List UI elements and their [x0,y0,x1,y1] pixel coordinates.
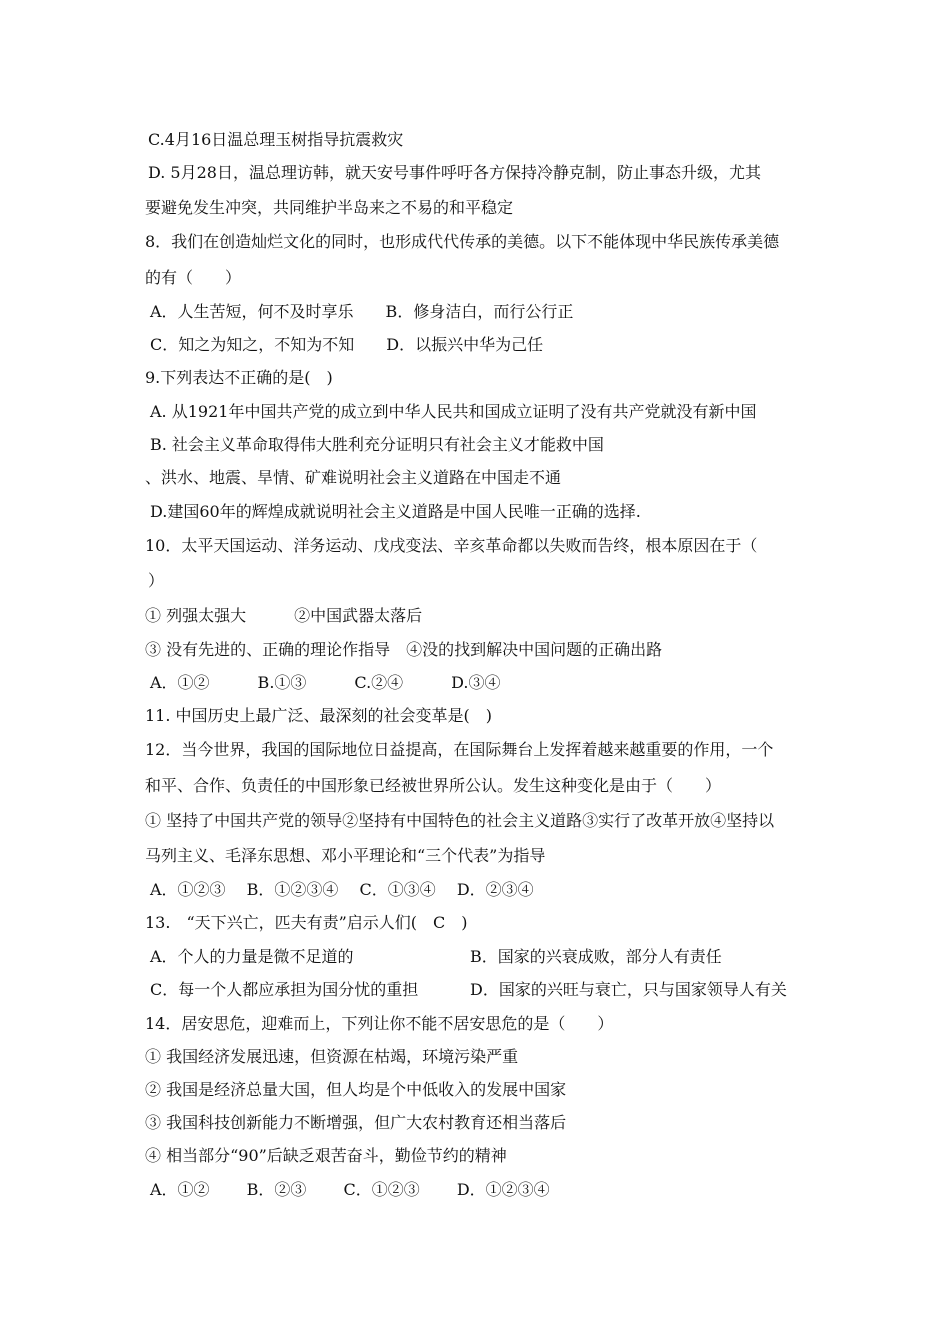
q14-item-4: ④ 相当部分“90”后缺乏艰苦奋斗，勤俭节约的精神 [145,1146,507,1165]
q8-stem: 8．我们在创造灿烂文化的同时，也形成代代传承的美德。以下不能体现中华民族传承美德 [145,232,780,251]
q7-option-c: C.4月16日温总理玉树指导抗震救灾 [148,130,404,149]
q8-options-ab: A．人生苦短，何不及时享乐 B．修身洁白，而行公行正 [150,302,574,321]
q13-option-c: C．每一个人都应承担为国分忧的重担 [150,980,419,999]
q11-stem: 11. 中国历史上最广泛、最深刻的社会变革是( ) [145,706,493,725]
q13-option-b: B．国家的兴衰成败，部分人有责任 [470,947,722,966]
q14-item-1: ① 我国经济发展迅速，但资源在枯竭，环境污染严重 [145,1047,519,1066]
q12-stem: 12．当今世界，我国的国际地位日益提高，在国际舞台上发挥着越来越重要的作用，一个 [145,740,774,759]
q14-item-3: ③ 我国科技创新能力不断增强，但广大农村教育还相当落后 [145,1113,567,1132]
q14-stem: 14．居安思危，迎难而上，下列让你不能不居安思危的是（ ） [145,1014,614,1033]
q14-options: A．①② B．②③ C．①②③ D．①②③④ [150,1180,550,1199]
q8-options-cd: C．知之为知之，不知为不知 D．以振兴中华为己任 [150,335,544,354]
q10-items-34: ③ 没有先进的、正确的理论作指导 ④没的找到解决中国问题的正确出路 [145,640,663,659]
q10-items-12: ① 列强太强大 ②中国武器太落后 [145,606,423,625]
q14-item-2: ② 我国是经济总量大国，但人均是个中低收入的发展中国家 [145,1080,567,1099]
q7-option-d: D. 5月28日，温总理访韩，就天安号事件呼吁各方保持冷静克制，防止事态升级，尤其 [148,163,761,182]
q12-items: ① 坚持了中国共产党的领导②坚持有中国特色的社会主义道路③实行了改革开放④坚持以 [145,811,775,830]
q10-options: A．①② B.①③ C.②④ D.③④ [150,673,501,692]
q9-option-a: A. 从1921年中国共产党的成立到中华人民共和国成立证明了没有共产党就没有新中国 [150,402,757,421]
q12-stem-cont: 和平、合作、负责任的中国形象已经被世界所公认。发生这种变化是由于（ ） [145,776,722,795]
q9-option-c: 、洪水、地震、旱情、矿难说明社会主义道路在中国走不通 [145,468,562,487]
q8-stem-cont: 的有（ ） [145,268,242,287]
q10-stem: 10．太平天国运动、洋务运动、戊戌变法、辛亥革命都以失败而告终，根本原因在于（ [145,536,758,555]
q13-option-d: D．国家的兴旺与衰亡，只与国家领导人有关 [470,980,787,999]
q13-option-a: A．个人的力量是微不足道的 [150,947,354,966]
q12-items-cont: 马列主义、毛泽东思想、邓小平理论和“三个代表”为指导 [145,846,546,865]
q7-option-d-cont: 要避免发生冲突，共同维护半岛来之不易的和平稳定 [145,198,514,217]
q9-option-d: D.建国60年的辉煌成就说明社会主义道路是中国人民唯一正确的选择. [150,502,641,521]
q12-options: A．①②③ B．①②③④ C．①③④ D．②③④ [150,880,534,899]
q13-stem: 13. “天下兴亡，匹夫有责”启示人们( C ) [145,913,468,932]
q9-option-b: B. 社会主义革命取得伟大胜利充分证明只有社会主义才能救中国 [150,435,604,454]
q10-stem-cont: ） [148,571,165,590]
q9-stem: 9.下列表达不正确的是( ) [145,368,333,387]
